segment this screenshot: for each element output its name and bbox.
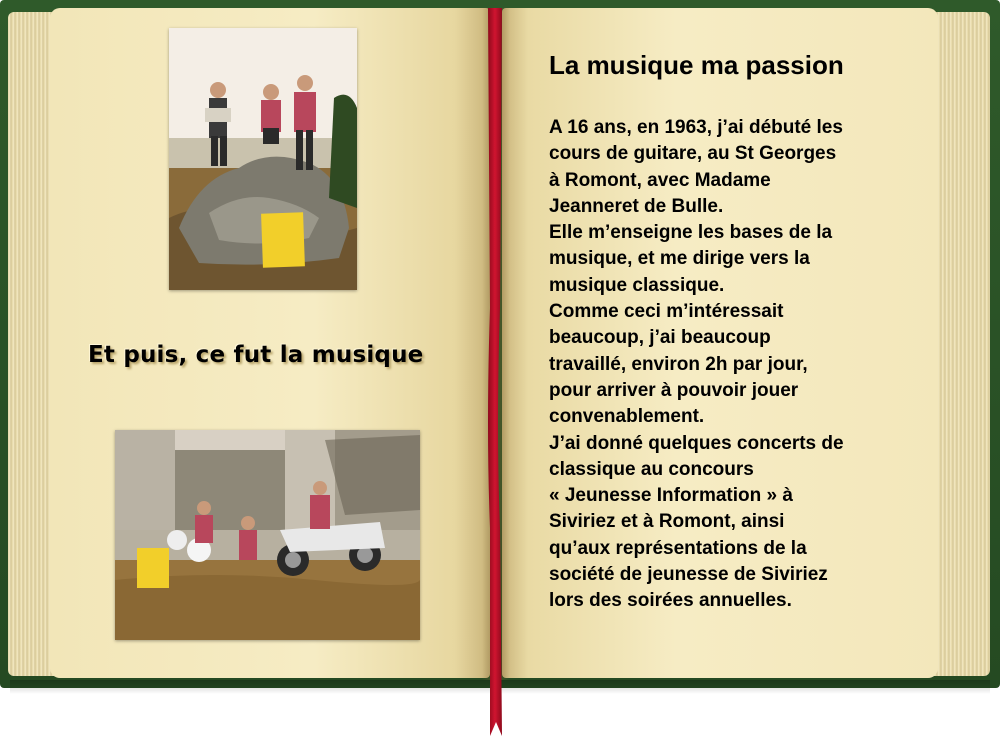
- right-page-body: [549, 115, 919, 615]
- body-line: Comme ceci m’intéressait: [549, 301, 784, 323]
- body-line: cours de guitare, au St Georges: [549, 143, 837, 165]
- body-line: Jeanneret de Bulle.: [549, 195, 724, 217]
- body-line: qu’aux représentations de la: [549, 537, 807, 559]
- body-line: A 16 ans, en 1963, j’ai débuté les: [549, 117, 843, 138]
- body-line: « Jeunesse Information » à: [549, 485, 793, 507]
- body-line: société de jeunesse de Siviriez: [549, 564, 828, 586]
- photo-band-on-rock: [169, 28, 357, 290]
- body-line: beaucoup, j’ai beaucoup: [549, 327, 771, 349]
- body-line: classique au concours: [549, 458, 754, 480]
- body-line: musique classique.: [549, 274, 725, 296]
- right-page-title: La musique ma passion: [549, 50, 844, 80]
- body-line: musique, et me dirige vers la: [549, 248, 810, 270]
- body-line: pour arriver à pouvoir jouer: [549, 379, 799, 401]
- photo-band-with-motorcycle-image: [115, 430, 420, 640]
- body-line: lors des soirées annuelles.: [549, 590, 792, 612]
- body-line: J’ai donné quelques concerts de: [549, 432, 844, 454]
- body-line: travaillé, environ 2h par jour,: [549, 353, 808, 375]
- body-line: convenablement.: [549, 406, 705, 428]
- body-line: Elle m’enseigne les bases de la: [549, 222, 833, 244]
- body-line: Siviriez et à Romont, ainsi: [549, 511, 785, 533]
- left-page-heading: Et puis, ce fut la musique: [88, 342, 424, 368]
- body-line: à Romont, avec Madame: [549, 169, 771, 191]
- ribbon-bookmark: [486, 8, 504, 736]
- photo-band-with-motorcycle: [115, 430, 420, 640]
- photo-band-on-rock-image: [169, 28, 357, 290]
